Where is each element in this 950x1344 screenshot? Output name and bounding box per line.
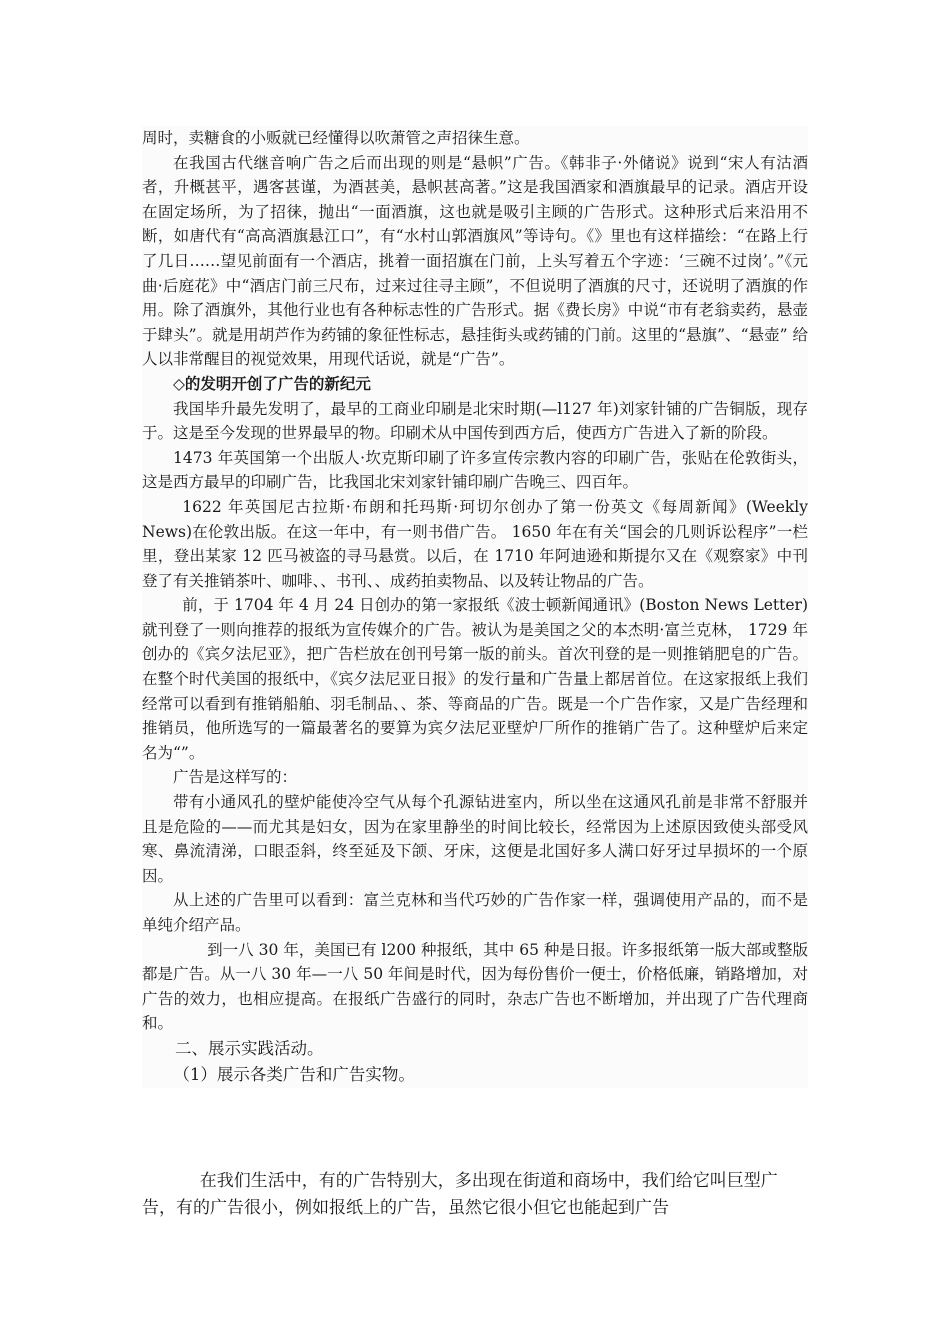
paragraph-1473: 1473 年英国第一个出版人·坎克斯印刷了许多宣传宗教内容的印刷广告，张贴在伦敦街头，这是西方最早的印刷广告，比我国北宋刘家针铺印刷广告晚三、四百年。 xyxy=(142,448,808,492)
paragraph-large-ads: 在我们生活中，有的广告特别大，多出现在街道和商场中，我们给它叫巨型广告，有的广告很小，例如报纸上的广告，虽然它很小但它也能起到广告 xyxy=(142,1171,778,1218)
paragraph-franklin: 从上述的广告里可以看到：富兰克林和当代巧妙的广告作家一样，强调使用产品的，而不是单纯介绍产品。 xyxy=(142,891,808,934)
section-heading-printing: ◇的发明开创了广告的新纪元 xyxy=(173,373,371,393)
paragraph-ad-quote: 带有小通风孔的壁炉能使冷空气从每个孔源钻进室内，所以坐在这通风孔前是非常不舒服并且是危险的——而尤其是妇女，因为在家里静坐的时间比较长，经常因为上述原因致使头部受风寒、鼻流清涕，口眼歪斜，终至延及下颌、牙床，这便是北国好多人满口好牙过早损坏的一个原因。 xyxy=(142,793,808,885)
paragraph-1830: 到一八 30 年，美国已有 l200 种报纸，其中 65 种是日报。许多报纸第一版大部或整版都是广告。从一八 30 年—一八 50 年间是时代，因为每份售价一便士，价格低廉，销路增加，对广告的效力，也相应提高。在报纸广告盛行的同时，杂志广告也不断增加，并出现了广告代理商和。 xyxy=(142,940,808,1033)
subsection-heading-display: （1）展示各类广告和广告实物。 xyxy=(173,1064,415,1084)
paragraph-continuation: 周时，卖糖食的小贩就已经懂得以吹萧管之声招徕生意。 xyxy=(142,129,530,147)
paragraph-1622: 1622 年英国尼古拉斯·布朗和托玛斯·珂切尔创办了第一份英文《每周新闻》(Weekly News)在伦敦出版。在这一年中，有一则书借广告。 1650 年在有关“国会的几则诉讼程序”一栏里，登出某家 12 匹马被盗的寻马悬赏。以后，在 1710 年阿迪逊和斯提尔又在《观察家》中刊登了有关推销茶叶、咖啡、、书刊、、成药拍卖物品、以及转让物品的广告。 xyxy=(142,497,808,590)
paragraph-hanging-banner: 在我国古代继音响广告之后而出现的则是“悬帜”广告。《韩非子·外储说》说到“宋人有沽酒者，升概甚平，遇客甚谨，为酒甚美，悬帜甚高著。”这是我国酒家和酒旗最早的记录。酒店开设在固定场所，为了招徕，抛出“一面酒旗，这也就是吸引主顾的广告形式。这种形式后来沿用不断，如唐代有“高高酒旗悬江口”，有“水村山郭酒旗风”等诗句。《》里也有这样描绘：“在路上行了几日……望见前面有一个酒店，挑着一面招旗在门前，上头写着五个字迹：‘三碗不过岗’。”《元曲·后庭花》中“酒店门前三尺布，过来过往寻主顾”，不但说明了酒旗的尺寸，还说明了酒旗的作用。除了酒旗外，其他行业也有各种标志性的广告形式。据《费长房》中说“市有老翁卖药，悬壶于肆头”。就是用胡芦作为药铺的象征性标志，悬挂街头或药铺的门前。这里的“悬旗”、“悬壶” 给人以非常醒目的视觉效果，用现代话说，就是“广告”。 xyxy=(142,153,808,369)
body-text xyxy=(142,126,808,1088)
section-heading-practice: 二、展示实践活动。 xyxy=(175,1038,324,1058)
paragraph-bisheng: 我国毕升最先发明了，最早的工商业印刷是北宋时期(—l127 年)刘家针铺的广告铜版，现存于。这是至今发现的世界最早的物。印刷术从中国传到西方后，使西方广告进入了新的阶段。 xyxy=(142,399,808,443)
paragraph-ad-intro: 广告是这样写的： xyxy=(173,768,298,787)
paragraph-1704: 前，于 1704 年 4 月 24 日创办的第一家报纸《波士顿新闻通讯》(Boston News Letter)就刊登了一则向推荐的报纸为宣传媒介的广告。被认为是美国之父的本杰明·富兰克林， 1729 年创办的《宾夕法尼亚》，把广告栏放在创刊号第一版的前头。首次刊登的是一则推销肥皂的广告。在整个时代美国的报纸中，《宾夕法尼亚日报》的发行量和广告量上都居首位。在这家报纸上我们经常可以看到有推销船舶、羽毛制品、、茶、等商品的广告。既是一个广告作家，又是广告经理和推销员，他所选写的一篇最著名的要算为宾夕法尼亚壁炉厂所作的推销广告了。这种壁炉后来定名为“”。 xyxy=(142,596,808,762)
body-text-large xyxy=(142,1168,808,1222)
